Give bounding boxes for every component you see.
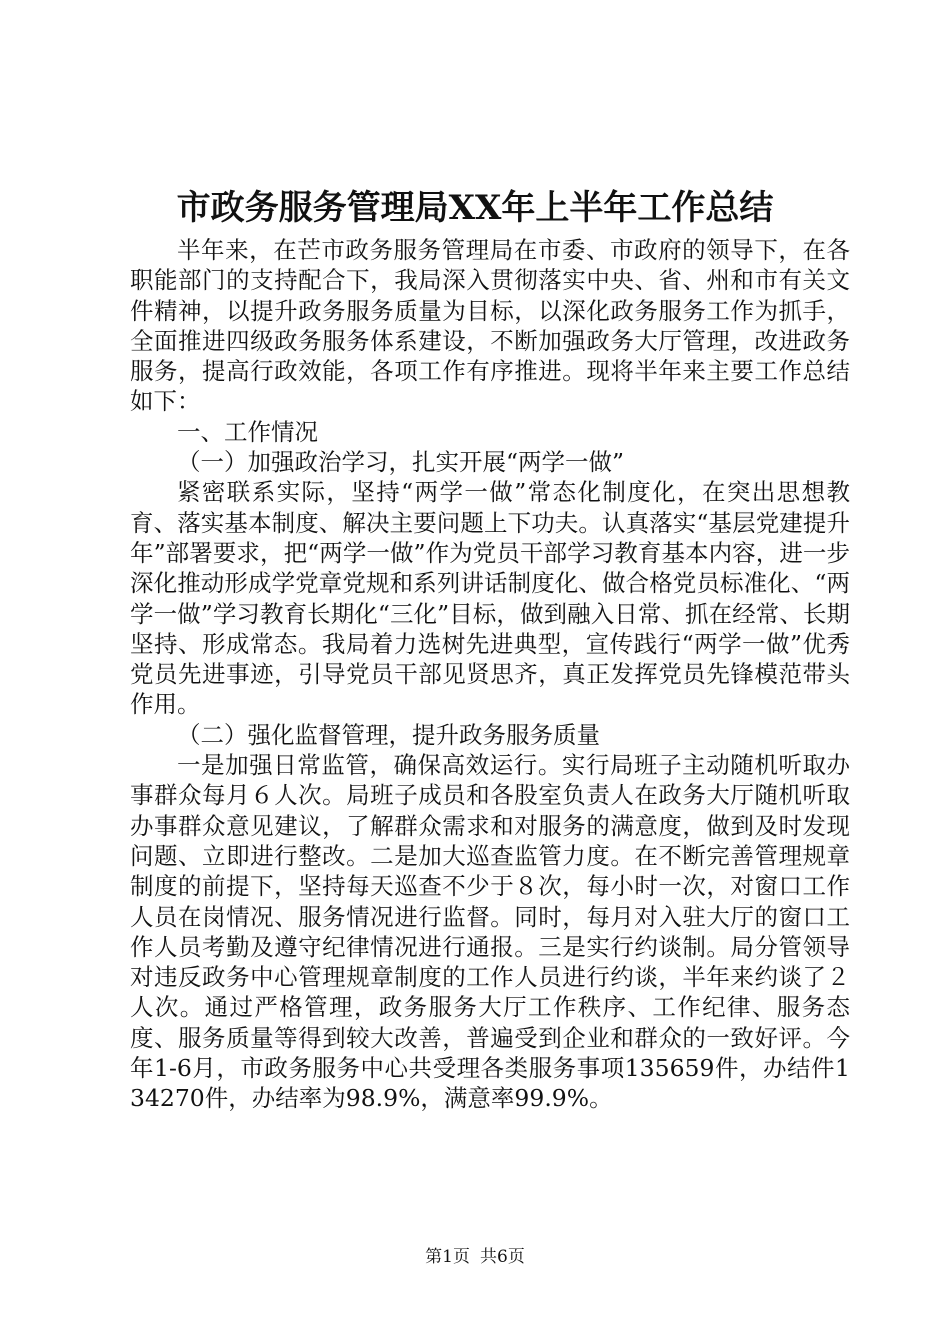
- page-footer: [0, 1246, 950, 1268]
- subsection-heading-political-study: （一）加强政治学习，扎实开展“两学一做”: [177, 448, 625, 477]
- page-number-current: 第1页: [425, 1247, 470, 1267]
- document-body: [130, 235, 850, 1114]
- section-heading-work-status: 一、工作情况: [177, 417, 318, 446]
- supervision-paragraph: 一是加强日常监管，确保高效运行。实行局班子主动随机听取办事群众每月６人次。局班子成员和各股室负责人在政务大厅随机听取办事群众意见建议，了解群众需求和对服务的满意度，做到及时发现问题、立即进行整改。二是加大巡查监管力度。在不断完善管理规章制度的前提下，坚持每天巡查不少于８次，每小时一次，对窗口工作人员在岗情况、服务情况进行监督。同时，每月对入驻大厅的窗口工作人员考勤及遵守纪律情况进行通报。三是实行约谈制。局分管领导对违反政务中心管理规章制度的工作人员进行约谈，半年来约谈了２人次。通过严格管理，政务服务大厅工作秩序、工作纪律、服务态度、服务质量等得到较大改善，普遍受到企业和群众的一致好评。今年1-6月，市政务服务中心共受理各类服务事项135659件，办结件134270件，办结率为98.9%，满意率99.9%。: [130, 751, 850, 1113]
- political-study-paragraph: 紧密联系实际，坚持“两学一做”常态化制度化，在突出思想教育、落实基本制度、解决主要问题上下功夫。认真落实“基层党建提升年”部署要求，把“两学一做”作为党员干部学习教育基本内容，进一步深化推动形成学党章党规和系列讲话制度化、做合格党员标准化、“两学一做”学习教育长期化“三化”目标，做到融入日常、抓在经常、长期坚持、形成常态。我局着力选树先进典型，宣传践行“两学一做”优秀党员先进事迹，引导党员干部见贤思齐，真正发挥党员先锋模范带头作用。: [130, 478, 850, 719]
- page-number-total: 共6页: [480, 1247, 525, 1267]
- intro-paragraph: 半年来，在芒市政务服务管理局在市委、市政府的领导下，在各职能部门的支持配合下，我局深入贯彻落实中央、省、州和市有关文件精神，以提升政务服务质量为目标，以深化政务服务工作为抓手，全面推进四级政务服务体系建设，不断加强政务大厅管理，改进政务服务，提高行政效能，各项工作有序推进。现将半年来主要工作总结如下：: [130, 236, 850, 416]
- document-title: 市政务服务管理局XX年上半年工作总结: [176, 188, 774, 228]
- subsection-heading-supervision: （二）强化监督管理，提升政务服务质量: [177, 720, 600, 749]
